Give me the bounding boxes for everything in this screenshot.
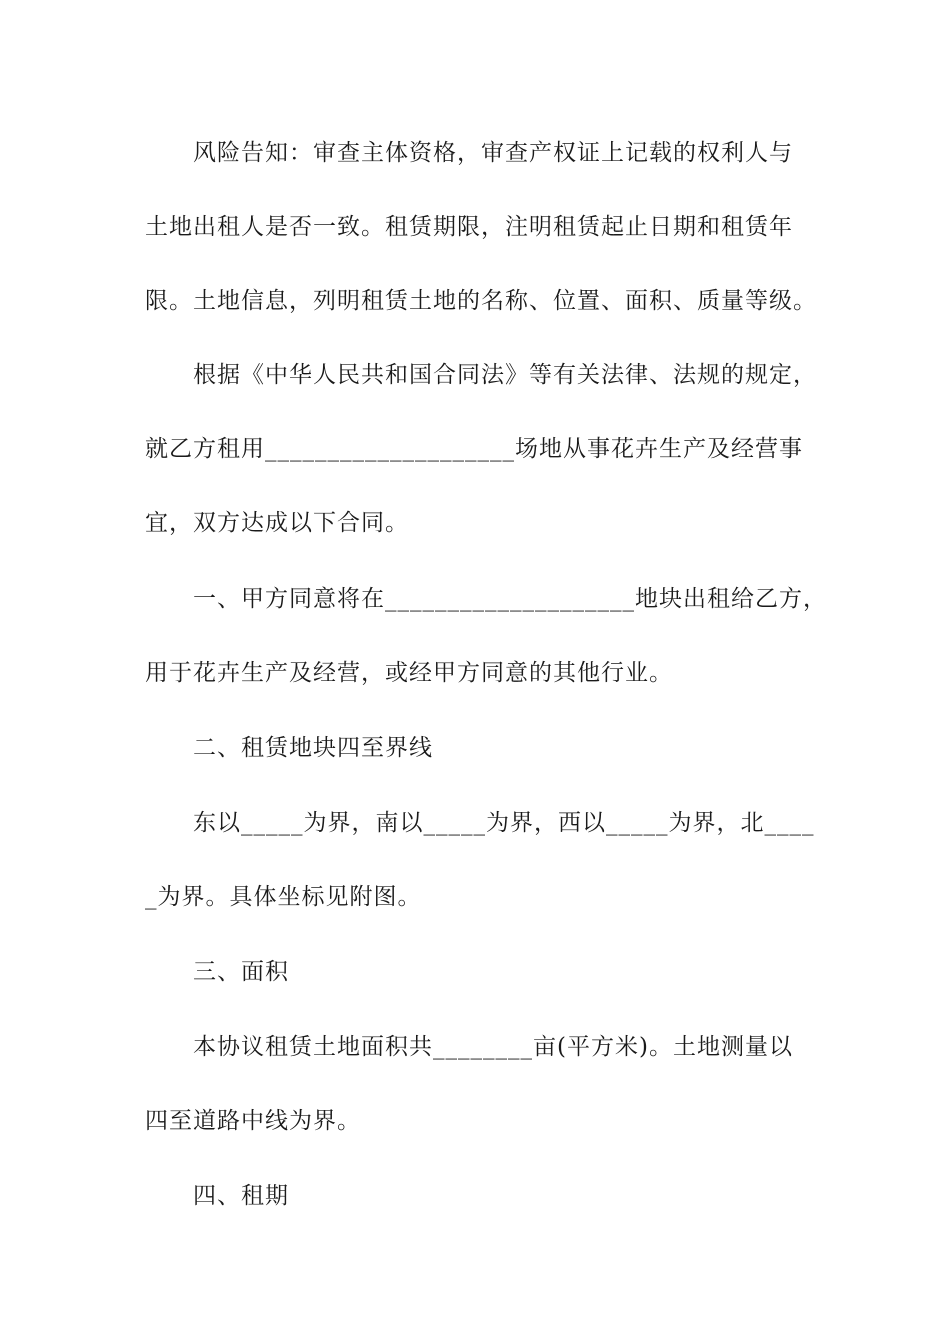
- clause-4-heading: 四、租期: [193, 1183, 289, 1209]
- clause-3-heading: 三、面积: [193, 959, 289, 985]
- boundary-line-2: _为界。具体坐标见附图。: [145, 884, 422, 910]
- paragraph-risk-notice-line-1: 风险告知：审查主体资格，审查产权证上记载的权利人与: [193, 140, 793, 166]
- clause-1-line-1: 一、甲方同意将在____________________地块出租给乙方，: [193, 586, 827, 612]
- paragraph-basis-line-1: 根据《中华人民共和国合同法》等有关法律、法规的规定，: [193, 362, 817, 388]
- paragraph-basis-line-3: 宜，双方达成以下合同。: [145, 510, 409, 536]
- clause-2-heading: 二、租赁地块四至界线: [193, 735, 433, 761]
- paragraph-basis-line-2: 就乙方租用____________________场地从事花卉生产及经营事: [145, 436, 803, 462]
- area-line-1: 本协议租赁土地面积共________亩(平方米)。土地测量以: [193, 1034, 793, 1060]
- area-line-2: 四至道路中线为界。: [145, 1108, 361, 1134]
- paragraph-risk-notice-line-3: 限。土地信息，列明租赁土地的名称、位置、面积、质量等级。: [145, 288, 817, 314]
- paragraph-risk-notice-line-2: 土地出租人是否一致。租赁期限，注明租赁起止日期和租赁年: [145, 214, 793, 240]
- boundary-line-1: 东以_____为界，南以_____为界，西以_____为界，北____: [193, 810, 815, 836]
- clause-1-line-2: 用于花卉生产及经营，或经甲方同意的其他行业。: [145, 660, 673, 686]
